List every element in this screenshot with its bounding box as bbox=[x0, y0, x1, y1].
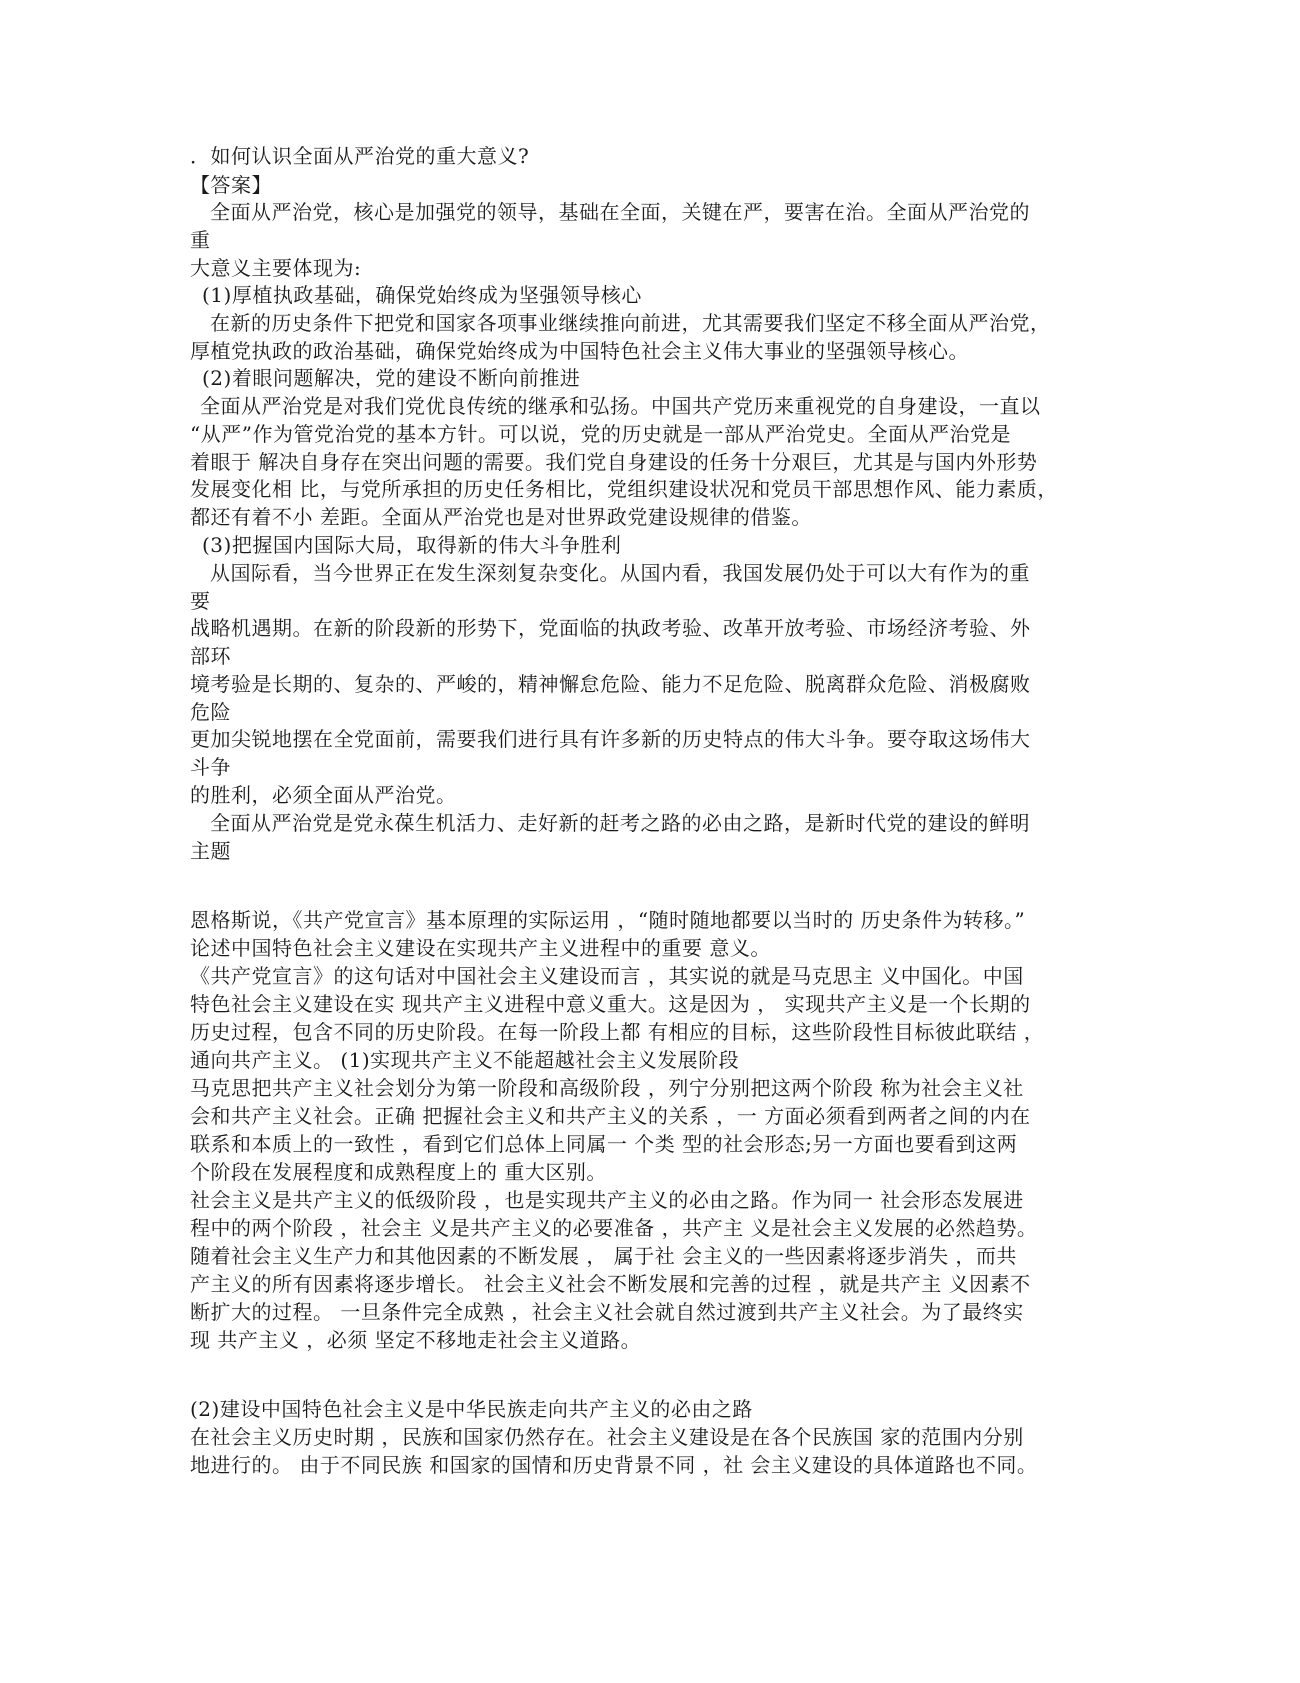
section-heading: (2)建设中国特色社会主义是中华民族走向共产主义的必由之路 bbox=[190, 1397, 753, 1421]
paragraph-line: 都还有着不小 差距。全面从严治党也是对世界政党建设规律的借鉴。 bbox=[190, 505, 812, 529]
paragraph-line: 在新的历史条件下把党和国家各项事业继续推向前进，尤其需要我们坚定不移全面从严治党， bbox=[210, 311, 1051, 335]
paragraph-line: 产主义的所有因素将逐步增长。 社会主义社会不断发展和完善的过程 ，就是共产主 义因素不 bbox=[190, 1272, 1031, 1296]
paragraph-line: 地进行的。 由于不同民族 和国家的国情和历史背景不同 ，社 会主义建设的具体道路也不同。 bbox=[190, 1453, 1038, 1477]
paragraph-line: 从国际看，当今世界正在发生深刻复杂变化。从国内看，我国发展仍处于可以大有作为的重 bbox=[210, 561, 1030, 585]
paragraph-line: 随着社会主义生产力和其他因素的不断发展 ， 属于社 会主义的一些因素将逐步消失 ，而共 bbox=[190, 1244, 1017, 1268]
paragraph-line: 断扩大的过程。 一旦条件完全成熟 ，社会主义社会就自然过渡到共产主义社会。为了最终实 bbox=[190, 1300, 1024, 1324]
paragraph-line: 社会主义是共产主义的低级阶段 ，也是实现共产主义的必由之路。作为同一 社会形态发展进 bbox=[190, 1188, 1024, 1212]
paragraph-line: 全面从严治党，核心是加强党的领导，基础在全面，关键在严，要害在治。全面从严治党的 bbox=[210, 200, 1030, 224]
paragraph-line: 联系和本质上的一致性 ，看到它们总体上同属一 个类 型的社会形态;另一方面也要看到这两 bbox=[190, 1132, 1018, 1156]
paragraph-line: 要 bbox=[190, 589, 211, 613]
paragraph-line: 会和共产主义社会。正确 把握社会主义和共产主义的关系 ，一 方面必须看到两者之间的内在 bbox=[190, 1104, 1031, 1128]
paragraph-line: 更加尖锐地摆在全党面前，需要我们进行具有许多新的历史特点的伟大斗争。要夺取这场伟大 bbox=[190, 727, 1031, 751]
paragraph-line: 通向共产主义。 (1)实现共产主义不能超越社会主义发展阶段 bbox=[190, 1048, 740, 1072]
paragraph-line: 马克思把共产主义社会划分为第一阶段和高级阶段 ，列宁分别把这两个阶段 称为社会主义社 bbox=[190, 1076, 1024, 1100]
paragraph-line: 着眼于 解决自身存在突出问题的需要。我们党自身建设的任务十分艰巨，尤其是与国内外形势 bbox=[190, 450, 1038, 474]
paragraph-line: 主题 bbox=[190, 839, 231, 863]
paragraph-line: 战略机遇期。在新的阶段新的形势下，党面临的执政考验、改革开放考验、市场经济考验、外 bbox=[190, 616, 1031, 640]
paragraph-line: 恩格斯说，《共产党宣言》基本原理的实际运用 ，“随时随地都要以当时的 历史条件为转移。” bbox=[190, 908, 1026, 932]
paragraph-line: 程中的两个阶段 ，社会主 义是共产主义的必要准备 ，共产主 义是社会主义发展的必然趋势。 bbox=[190, 1216, 1038, 1240]
section-heading: (3)把握国内国际大局，取得新的伟大斗争胜利 bbox=[202, 533, 622, 557]
paragraph-line: 危险 bbox=[190, 700, 231, 724]
paragraph-line: 厚植党执政的政治基础，确保党始终成为中国特色社会主义伟大事业的坚强领导核心。 bbox=[190, 339, 969, 363]
paragraph-line: 大意义主要体现为: bbox=[190, 256, 362, 280]
paragraph-line: “从严”作为管党治党的基本方针。可以说，党的历史就是一部从严治党史。全面从严治党是 bbox=[190, 422, 1011, 446]
paragraph-line: 《共产党宣言》的这句话对中国社会主义建设而言 ，其实说的就是马克思主 义中国化。中国 bbox=[190, 964, 1024, 988]
paragraph-line: 在社会主义历史时期 ，民族和国家仍然存在。社会主义建设是在各个民族国 家的范围内分别 bbox=[190, 1425, 1024, 1449]
paragraph-line: 重 bbox=[190, 228, 211, 252]
paragraph-line: 发展变化相 比，与党所承担的历史任务相比，党组织建设状况和党员干部思想作风、能力素质， bbox=[190, 477, 1058, 501]
paragraph-line: 的胜利，必须全面从严治党。 bbox=[190, 783, 457, 807]
paragraph-line: 全面从严治党是党永葆生机活力、走好新的赶考之路的必由之路，是新时代党的建设的鲜明 bbox=[210, 811, 1030, 835]
paragraph-line: 特色社会主义建设在实 现共产主义进程中意义重大。这是因为 ， 实现共产主义是一个长期的 bbox=[190, 992, 1031, 1016]
paragraph-line: 全面从严治党是对我们党优良传统的继承和弘扬。中国共产党历来重视党的自身建设，一直以 bbox=[200, 394, 1041, 418]
paragraph-line: 斗争 bbox=[190, 755, 231, 779]
section-heading: (2)着眼问题解决，党的建设不断向前推进 bbox=[202, 366, 581, 390]
paragraph-line: 论述中国特色社会主义建设在实现共产主义进程中的重要 意义。 bbox=[190, 936, 771, 960]
paragraph-line: 个阶段在发展程度和成熟程度上的 重大区别。 bbox=[190, 1160, 607, 1184]
question-title: ．如何认识全面从严治党的重大意义? bbox=[190, 144, 530, 168]
paragraph-line: 历史过程，包含不同的历史阶段。在每一阶段上都 有相应的目标，这些阶段性目标彼此联结 ， bbox=[190, 1020, 1045, 1044]
paragraph-line: 现 共产主义 ，必须 坚定不移地走社会主义道路。 bbox=[190, 1328, 642, 1352]
answer-label: 【答案】 bbox=[190, 173, 272, 197]
paragraph-line: 境考验是长期的、复杂的、严峻的，精神懈怠危险、能力不足危险、脱离群众危险、消极腐败 bbox=[190, 672, 1031, 696]
section-heading: (1)厚植执政基础，确保党始终成为坚强领导核心 bbox=[202, 283, 642, 307]
paragraph-line: 部环 bbox=[190, 644, 231, 668]
